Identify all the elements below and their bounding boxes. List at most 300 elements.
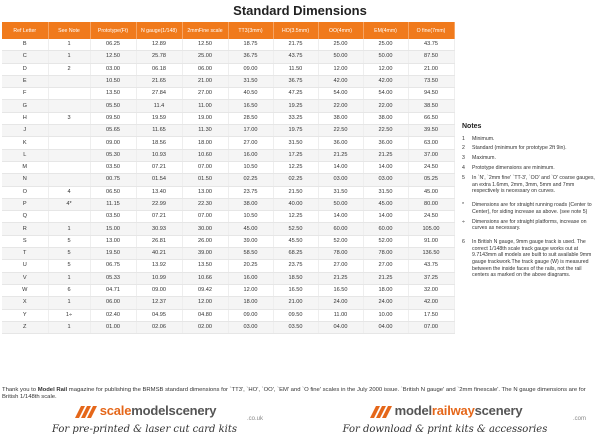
table-cell: Q [2, 211, 48, 223]
table-cell: 5 [48, 235, 90, 247]
table-cell: 43.75 [408, 260, 454, 272]
logo-wordmark: scalemodelscenery [99, 403, 217, 418]
table-cell: 17.25 [273, 149, 318, 161]
table-cell: 43.75 [273, 51, 318, 63]
table-cell: 22.30 [182, 198, 228, 210]
table-cell: 27.00 [318, 260, 363, 272]
table-row [2, 186, 454, 198]
table-cell: 31.50 [318, 186, 363, 198]
table-cell: S [2, 235, 48, 247]
table-cell: 02.25 [228, 174, 273, 186]
table-cell: 1 [48, 51, 90, 63]
table-cell: 33.25 [273, 112, 318, 124]
table-cell: 18.50 [273, 272, 318, 284]
table-cell: 21.00 [408, 63, 454, 75]
table-cell: 03.50 [90, 211, 136, 223]
table-cell [48, 211, 90, 223]
column-header: HO(3.5mm) [273, 22, 318, 39]
table-cell: 17.00 [228, 125, 273, 137]
table-row [2, 112, 454, 124]
table-cell: 1 [48, 39, 90, 51]
table-cell: 91.00 [408, 235, 454, 247]
note-number: 5 [462, 175, 465, 182]
table-cell: 13.92 [136, 260, 182, 272]
table-cell: 21.50 [273, 186, 318, 198]
table-cell: 80.00 [408, 198, 454, 210]
table-cell: 16.00 [228, 149, 273, 161]
table-row [2, 198, 454, 210]
column-header: N gauge(1/148) [136, 22, 182, 39]
table-cell: Z [2, 321, 48, 333]
table-cell: 09.00 [228, 309, 273, 321]
table-cell: 30.00 [182, 223, 228, 235]
table-cell: O [2, 186, 48, 198]
table-cell: 2 [48, 63, 90, 75]
table-cell: 3 [48, 112, 90, 124]
table-row [2, 235, 454, 247]
logo-tagline: For pre-printed & laser cut card kits [51, 424, 237, 435]
table-cell: 16.00 [228, 272, 273, 284]
table-cell: 10.50 [228, 211, 273, 223]
table-cell: 47.25 [273, 88, 318, 100]
table-body [2, 39, 454, 334]
table-cell: 19.50 [90, 248, 136, 260]
table-cell: 21.00 [182, 75, 228, 87]
table-cell: 11.4 [136, 100, 182, 112]
table-cell: 42.00 [363, 75, 408, 87]
table-cell: 18.75 [228, 39, 273, 51]
table-cell: 1÷ [48, 309, 90, 321]
table-row [2, 100, 454, 112]
table-cell: 18.00 [363, 284, 408, 296]
table-cell: 25.78 [136, 51, 182, 63]
table-cell: 63.00 [408, 137, 454, 149]
table-cell: 60.00 [318, 223, 363, 235]
stripes-icon [73, 404, 97, 418]
table-cell: 40.00 [273, 198, 318, 210]
table-cell: 27.00 [363, 260, 408, 272]
table-cell: 09.00 [228, 63, 273, 75]
note-text: Dimensions are for straight running roads (Center to Center), for siding increase as above. (see note 5) [472, 202, 592, 215]
table-cell: 4 [48, 186, 90, 198]
table-cell: 01.00 [90, 321, 136, 333]
table-row [2, 321, 454, 333]
column-header: Ref Letter [2, 22, 48, 39]
table-cell: 27.00 [182, 88, 228, 100]
table-cell: 13.00 [90, 235, 136, 247]
table-cell: 10.60 [182, 149, 228, 161]
table-cell: X [2, 297, 48, 309]
table-cell: 54.00 [318, 88, 363, 100]
table-cell: 03.50 [90, 161, 136, 173]
table-cell: 07.00 [408, 321, 454, 333]
table-cell: 17.50 [408, 309, 454, 321]
table-cell: 5 [48, 248, 90, 260]
table-cell: 31.50 [363, 186, 408, 198]
table-row [2, 297, 454, 309]
table-cell: 05.65 [90, 125, 136, 137]
table-cell: 12.00 [182, 297, 228, 309]
table-cell: 11.00 [318, 309, 363, 321]
table-cell: 52.00 [318, 235, 363, 247]
table-cell: 6 [48, 284, 90, 296]
note-item [462, 175, 596, 195]
table-cell: T [2, 248, 48, 260]
table-cell: 12.00 [228, 284, 273, 296]
table-cell: 11.30 [182, 125, 228, 137]
table-cell: 66.50 [408, 112, 454, 124]
table-cell: 18.56 [136, 137, 182, 149]
table-cell: 24.00 [318, 297, 363, 309]
stripes-icon [368, 404, 392, 418]
table-cell: 21.65 [136, 75, 182, 87]
table-cell: K [2, 137, 48, 149]
table-cell: 22.99 [136, 198, 182, 210]
table-row [2, 125, 454, 137]
table-cell: 31.50 [273, 137, 318, 149]
table-cell: 26.81 [136, 235, 182, 247]
table-cell: W [2, 284, 48, 296]
note-item [462, 219, 596, 232]
table-cell: 06.00 [182, 63, 228, 75]
table-cell [48, 161, 90, 173]
table-cell: 16.50 [228, 100, 273, 112]
table-cell: 06.18 [136, 63, 182, 75]
table-cell: 25.00 [363, 39, 408, 51]
note-number: ÷ [462, 218, 465, 225]
table-cell: 22.50 [318, 125, 363, 137]
table-cell: 38.00 [363, 112, 408, 124]
notes-title: Notes [462, 123, 482, 130]
table-cell: 27.84 [136, 88, 182, 100]
table-cell: 07.21 [136, 211, 182, 223]
notes-list [462, 136, 596, 279]
note-number: 6 [462, 239, 465, 246]
table-cell: 11.65 [136, 125, 182, 137]
table-cell: 18.00 [228, 297, 273, 309]
column-header: EM(4mm) [363, 22, 408, 39]
table-cell: 05.30 [90, 149, 136, 161]
table-cell [48, 100, 90, 112]
logo-wordmark: modelrailwayscenery [394, 403, 523, 418]
table-cell: 04.71 [90, 284, 136, 296]
table-cell: 52.50 [273, 223, 318, 235]
table-cell: 13.50 [90, 88, 136, 100]
table-cell: 10.50 [90, 75, 136, 87]
table-row [2, 137, 454, 149]
table-cell: 00.75 [90, 174, 136, 186]
table-cell: 09.00 [90, 137, 136, 149]
table-cell: 40.21 [136, 248, 182, 260]
table-cell: J [2, 125, 48, 137]
table-cell: 11.00 [182, 100, 228, 112]
table-cell: 18.00 [182, 137, 228, 149]
table-cell: B [2, 39, 48, 51]
table-cell: 02.25 [273, 174, 318, 186]
table-cell: 09.42 [182, 284, 228, 296]
table-row [2, 149, 454, 161]
thanks-post: magazine for publishing the BRMSB standard dimensions for `TT3', `HO', `OO', `EM' and `O fine' scales in the July 2000 issue. `British N gauge' and `2mm finescale'. The N gauge dimensions are for British 1/148th scale. [2, 387, 586, 401]
table-row [2, 51, 454, 63]
table-cell: F [2, 88, 48, 100]
table-cell: 12.00 [318, 63, 363, 75]
table-cell: 1 [48, 223, 90, 235]
table-cell: 15.00 [90, 223, 136, 235]
table-cell: 54.00 [363, 88, 408, 100]
table-row [2, 174, 454, 186]
table-row [2, 248, 454, 260]
note-number: * [462, 202, 465, 209]
table-cell: 40.50 [228, 88, 273, 100]
table-row [2, 75, 454, 87]
table-cell: 02.40 [90, 309, 136, 321]
table-cell: M [2, 161, 48, 173]
modelrailwayscenery-logo[interactable] [300, 404, 590, 435]
table-cell: 78.00 [363, 248, 408, 260]
table-cell: 19.00 [182, 112, 228, 124]
table-cell: G [2, 100, 48, 112]
table-cell: 45.00 [408, 186, 454, 198]
note-text: Standard (minimum for prototype 2ft 9in). [472, 145, 567, 152]
column-header: See Note [48, 22, 90, 39]
table-cell: 09.00 [136, 284, 182, 296]
table-cell: 06.25 [90, 39, 136, 51]
table-cell: 12.37 [136, 297, 182, 309]
table-cell: R [2, 223, 48, 235]
table-cell: 87.50 [408, 51, 454, 63]
table-cell: 16.50 [273, 284, 318, 296]
table-cell: 45.00 [228, 223, 273, 235]
table-cell: 58.50 [228, 248, 273, 260]
table-cell: 21.25 [318, 272, 363, 284]
table-row [2, 161, 454, 173]
table-cell: 21.25 [318, 149, 363, 161]
table-cell: 13.00 [182, 186, 228, 198]
table-cell [48, 174, 90, 186]
note-item [462, 202, 596, 215]
column-header: 2mmFine scale [182, 22, 228, 39]
table-row [2, 284, 454, 296]
column-header: O fine(7mm) [408, 22, 454, 39]
notes-panel [462, 124, 596, 282]
note-text: Maximum. [472, 155, 496, 162]
table-cell: 12.25 [273, 161, 318, 173]
table-cell: 13.40 [136, 186, 182, 198]
table-cell: 13.50 [182, 260, 228, 272]
table-cell: C [2, 51, 48, 63]
table-cell: 1 [48, 297, 90, 309]
table-cell: 03.00 [90, 63, 136, 75]
table-cell: 4* [48, 198, 90, 210]
table-cell: 12.25 [273, 211, 318, 223]
table-cell: 38.00 [318, 112, 363, 124]
table-cell: E [2, 75, 48, 87]
table-cell: 50.00 [318, 198, 363, 210]
table-cell: 03.00 [228, 321, 273, 333]
table-cell: 52.00 [363, 235, 408, 247]
scalemodelscenery-logo[interactable] [22, 404, 267, 435]
table-cell: 105.00 [408, 223, 454, 235]
page-title: Standard Dimensions [233, 3, 367, 18]
table-cell: 12.89 [136, 39, 182, 51]
note-item [462, 136, 596, 143]
table-cell: 16.50 [318, 284, 363, 296]
table-cell: 38.50 [408, 100, 454, 112]
table-cell: 31.50 [228, 75, 273, 87]
table-cell [48, 88, 90, 100]
table-cell: 21.75 [273, 39, 318, 51]
table-cell: 11.15 [90, 198, 136, 210]
logo-domain: .co.uk [246, 416, 263, 422]
table-cell: 06.50 [90, 186, 136, 198]
table-cell: 36.75 [273, 75, 318, 87]
table-cell: 14.00 [318, 161, 363, 173]
table-cell [48, 149, 90, 161]
table-cell: 21.00 [273, 297, 318, 309]
table-cell: 45.50 [273, 235, 318, 247]
table-row [2, 272, 454, 284]
note-text: Minimum. [472, 135, 495, 142]
table-cell: 05.33 [90, 272, 136, 284]
table-cell: 39.00 [228, 235, 273, 247]
table-cell: 09.50 [90, 112, 136, 124]
thanks-magazine: Model Rail [37, 387, 68, 393]
table-cell: 02.06 [136, 321, 182, 333]
table-cell: 10.93 [136, 149, 182, 161]
table-cell: 02.00 [182, 321, 228, 333]
table-cell: 1 [48, 321, 90, 333]
column-header: Prototype(Ft) [90, 22, 136, 39]
table-cell: V [2, 272, 48, 284]
table-cell [48, 137, 90, 149]
table-cell: 39.50 [408, 125, 454, 137]
dimensions-table [2, 22, 455, 334]
table-cell: 10.00 [363, 309, 408, 321]
table-cell: 94.50 [408, 88, 454, 100]
table-cell: 42.00 [318, 75, 363, 87]
note-item [462, 145, 596, 152]
logo-tagline: For download & print kits & accessories [342, 424, 548, 435]
table-cell: 12.50 [90, 51, 136, 63]
table-cell: 14.00 [363, 161, 408, 173]
table-cell: 50.00 [318, 51, 363, 63]
table-cell: 22.00 [363, 100, 408, 112]
table-row [2, 39, 454, 51]
table-cell: 24.50 [408, 161, 454, 173]
table-cell: 26.00 [182, 235, 228, 247]
table-cell: 21.25 [363, 272, 408, 284]
table-row [2, 211, 454, 223]
table-cell: 06.75 [90, 260, 136, 272]
table-cell: 04.00 [318, 321, 363, 333]
table-cell: 25.00 [318, 39, 363, 51]
table-cell: 14.00 [363, 211, 408, 223]
table-cell: 27.00 [228, 137, 273, 149]
note-number: 3 [462, 155, 465, 162]
note-item [462, 165, 596, 172]
column-header: TT3(3mm) [228, 22, 273, 39]
note-text: In British N gauge, 9mm gauge track is used. The correct 1/148th scale track gauge works out at 9.7143mm all models are built to suit available 9mm gauge trackwork.The track gauge (W) is measured between the inside faces of the rails, not the rail centers as marked on the above diagrams. [472, 239, 592, 279]
table-cell: U [2, 260, 48, 272]
table-cell: H [2, 112, 48, 124]
table-cell: 19.25 [273, 100, 318, 112]
note-number: 4 [462, 165, 465, 172]
table-cell: 5 [48, 260, 90, 272]
table-cell: 04.95 [136, 309, 182, 321]
table-header-row [2, 22, 454, 39]
table-cell: 39.00 [182, 248, 228, 260]
table-cell: 04.00 [363, 321, 408, 333]
table-cell: 03.00 [318, 174, 363, 186]
table-row [2, 88, 454, 100]
table-cell: 01.50 [182, 174, 228, 186]
table-cell: 60.00 [363, 223, 408, 235]
table-cell: 04.80 [182, 309, 228, 321]
table-cell: 23.75 [228, 186, 273, 198]
table-cell: 09.50 [273, 309, 318, 321]
note-text: Dimensions are for straight platforms, increase on curves as necessary. [472, 218, 587, 232]
acknowledgement-text [2, 387, 592, 402]
table-row [2, 63, 454, 75]
table-cell: 03.00 [363, 174, 408, 186]
table-cell: 68.25 [273, 248, 318, 260]
table-cell: 36.75 [228, 51, 273, 63]
table-cell: 32.00 [408, 284, 454, 296]
table-cell: 10.50 [228, 161, 273, 173]
table-cell: 05.25 [408, 174, 454, 186]
column-header: OO(4mm) [318, 22, 363, 39]
thanks-pre: Thank you to [2, 387, 38, 393]
table-cell: 05.50 [90, 100, 136, 112]
table-cell: 136.50 [408, 248, 454, 260]
table-cell: 14.00 [318, 211, 363, 223]
table-cell: 07.00 [182, 161, 228, 173]
table-cell: Y [2, 309, 48, 321]
table-cell: 23.75 [273, 260, 318, 272]
table-cell: 24.50 [408, 211, 454, 223]
table-cell: 06.00 [90, 297, 136, 309]
table-cell: 22.50 [363, 125, 408, 137]
table-cell: 28.50 [228, 112, 273, 124]
note-number: 2 [462, 145, 465, 152]
table-cell: 24.00 [363, 297, 408, 309]
note-text: Prototype dimensions are minimum. [472, 165, 555, 172]
table-cell: N [2, 174, 48, 186]
table-cell: 22.00 [318, 100, 363, 112]
table-cell: 43.75 [408, 39, 454, 51]
table-cell: 1 [48, 272, 90, 284]
table-cell: 78.00 [318, 248, 363, 260]
table-cell: 07.21 [136, 161, 182, 173]
note-number: 1 [462, 135, 465, 142]
table-cell: 38.00 [228, 198, 273, 210]
table-cell: 20.25 [228, 260, 273, 272]
note-text: In `N', `2mm fine' `TT-3', `OO' and `O' coarse gauges, an extra 1.6mm, 2mm, 3mm, 5mm and 7mm respectively is necessary on curves. [472, 175, 595, 195]
table-cell: 12.00 [363, 63, 408, 75]
table-cell: 30.93 [136, 223, 182, 235]
table-cell: 03.50 [273, 321, 318, 333]
table-row [2, 260, 454, 272]
table-cell: 07.00 [182, 211, 228, 223]
table-cell: 19.75 [273, 125, 318, 137]
table-cell [48, 75, 90, 87]
table-cell: 42.00 [408, 297, 454, 309]
table-cell: 12.50 [182, 39, 228, 51]
table-cell: 45.00 [363, 198, 408, 210]
table-cell: 10.99 [136, 272, 182, 284]
table-cell: 73.50 [408, 75, 454, 87]
table-cell: 36.00 [363, 137, 408, 149]
